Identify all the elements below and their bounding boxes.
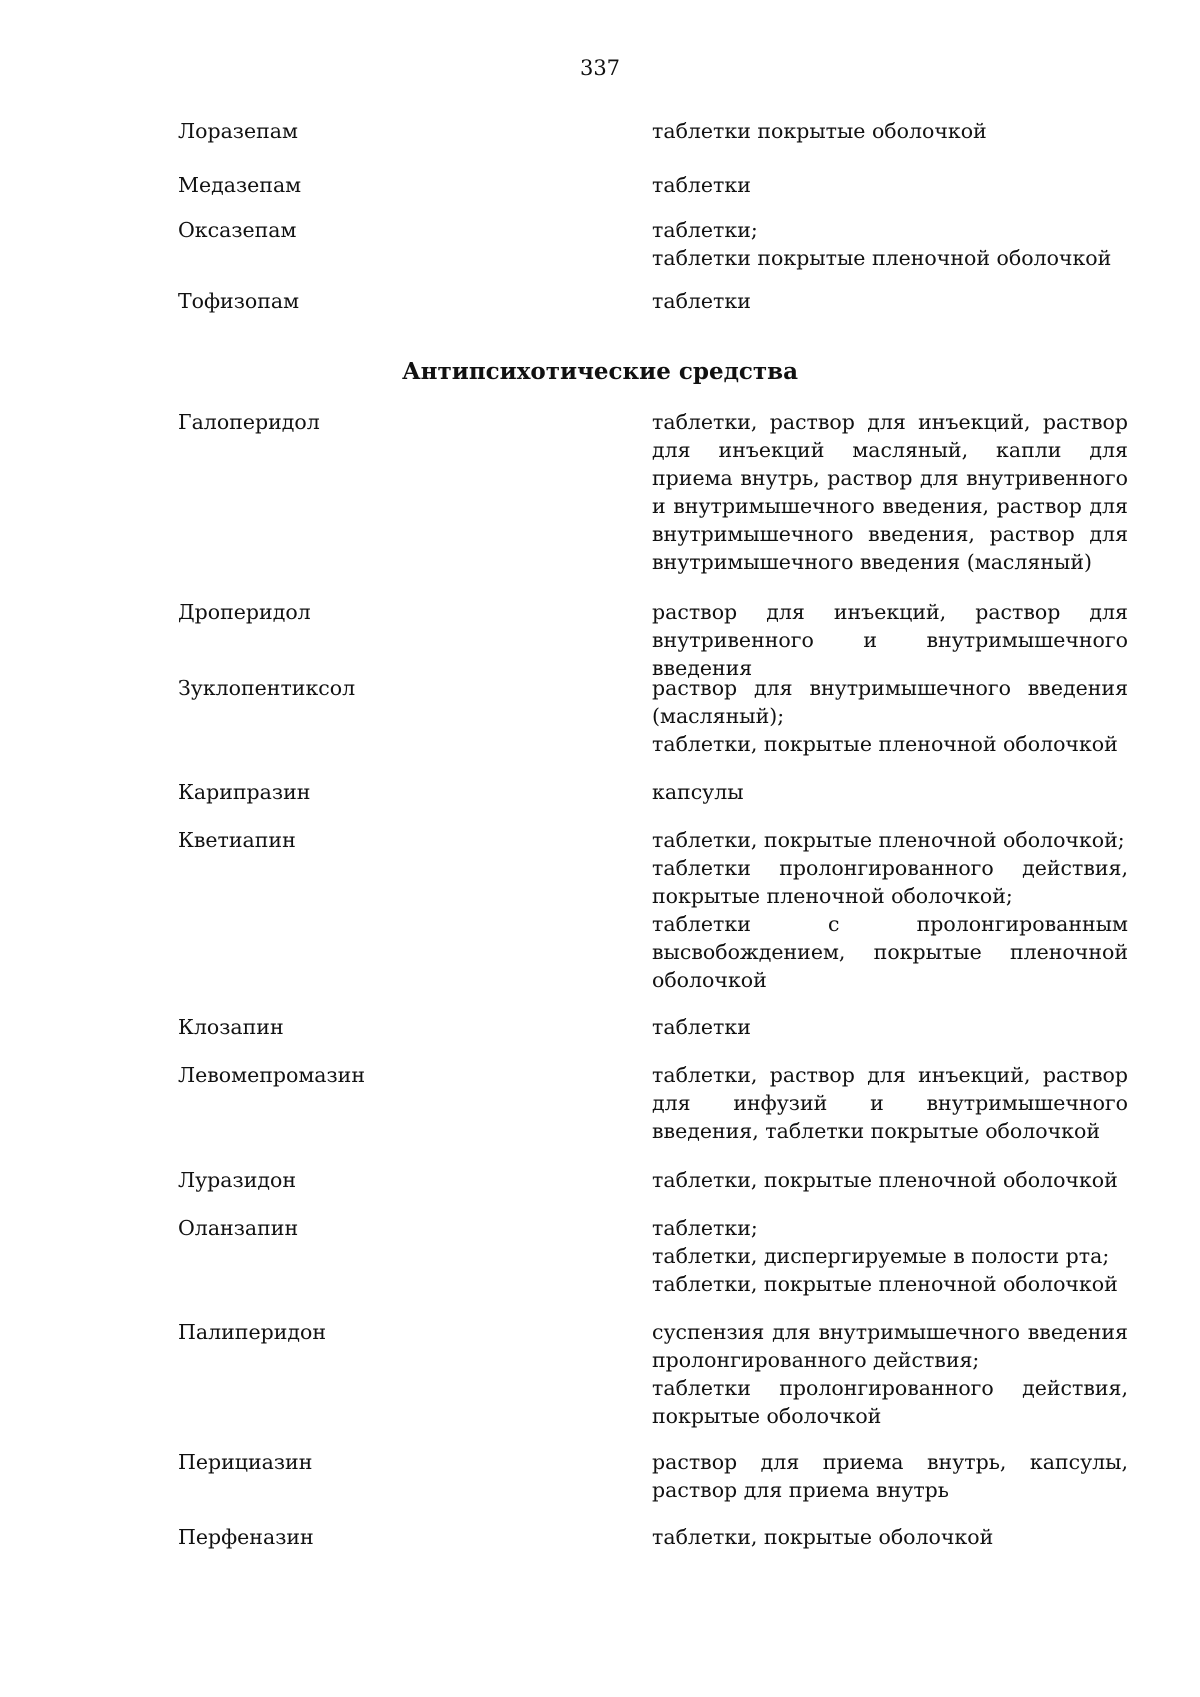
dosage-form: таблетки, покрытые пленочной оболочкой [652, 1272, 1118, 1296]
dosage-forms [652, 287, 1128, 315]
drug-name: Тофизопам [178, 289, 300, 313]
dosage-form: таблетки покрытые пленочной оболочкой [652, 246, 1112, 270]
drug-name: Галоперидол [178, 410, 320, 434]
dosage-form: раствор для приема внутрь, капсулы, раствор для приема внутрь [652, 1450, 1128, 1502]
drug-name: Перициазин [178, 1450, 313, 1474]
dosage-form: раствор для инъекций, раствор для внутривенного и внутримышечного введения [652, 600, 1128, 680]
dosage-form: таблетки, покрытые пленочной оболочкой [652, 732, 1118, 756]
dosage-form: таблетки, раствор для инъекций, раствор для инъекций масляный, капли для приема внутрь, раствор для внутривенного и внутримышечного введения, раствор для внутримышечного введения, раствор для внутримышечного введения (масляный) [652, 410, 1128, 574]
drug-name: Оланзапин [178, 1216, 299, 1240]
dosage-forms [652, 778, 1128, 806]
dosage-form: таблетки [652, 173, 751, 197]
dosage-form: таблетки; [652, 1216, 758, 1240]
dosage-forms [652, 674, 1128, 758]
drug-name: Лоразепам [178, 119, 298, 143]
drug-name: Медазепам [178, 173, 302, 197]
dosage-form: таблетки, покрытые оболочкой [652, 1525, 994, 1549]
dosage-forms [652, 171, 1128, 199]
dosage-forms [652, 1013, 1128, 1041]
drug-name: Левомепромазин [178, 1063, 366, 1087]
dosage-form: раствор для внутримышечного введения (масляный); [652, 676, 1128, 728]
dosage-form: таблетки покрытые оболочкой [652, 119, 987, 143]
dosage-form: таблетки [652, 289, 751, 313]
dosage-form: таблетки с пролонгированным высвобождением, покрытые пленочной оболочкой [652, 912, 1128, 992]
drug-name: Карипразин [178, 780, 311, 804]
dosage-forms [652, 1448, 1128, 1504]
dosage-forms [652, 1214, 1128, 1298]
dosage-form: суспензия для внутримышечного введения пролонгированного действия; [652, 1320, 1128, 1372]
drug-name: Палиперидон [178, 1320, 326, 1344]
drug-name: Кветиапин [178, 828, 296, 852]
page-number: 337 [579, 56, 621, 80]
drug-name: Луразидон [178, 1168, 296, 1192]
drug-name: Клозапин [178, 1015, 284, 1039]
dosage-form: таблетки, покрытые пленочной оболочкой; [652, 828, 1125, 852]
dosage-forms [652, 826, 1128, 994]
drug-name: Зуклопентиксол [178, 676, 356, 700]
dosage-forms [652, 1166, 1128, 1194]
dosage-forms [652, 216, 1128, 272]
dosage-form: таблетки пролонгированного действия, покрытые оболочкой [652, 1376, 1128, 1428]
dosage-forms [652, 408, 1128, 576]
dosage-forms [652, 1061, 1128, 1145]
dosage-form: таблетки; [652, 218, 758, 242]
dosage-form: таблетки пролонгированного действия, покрытые пленочной оболочкой; [652, 856, 1128, 908]
dosage-form: таблетки, раствор для инъекций, раствор для инфузий и внутримышечного введения, таблетки покрытые оболочкой [652, 1063, 1128, 1143]
dosage-form: таблетки, диспергируемые в полости рта; [652, 1244, 1110, 1268]
drug-name: Перфеназин [178, 1525, 314, 1549]
dosage-forms [652, 117, 1128, 145]
section-heading: Антипсихотические средства [401, 358, 799, 385]
dosage-form: таблетки [652, 1015, 751, 1039]
dosage-form: таблетки, покрытые пленочной оболочкой [652, 1168, 1118, 1192]
drug-name: Оксазепам [178, 218, 297, 242]
drug-name: Дроперидол [178, 600, 311, 624]
dosage-forms [652, 1318, 1128, 1430]
dosage-forms [652, 598, 1128, 682]
dosage-forms [652, 1523, 1128, 1551]
dosage-form: капсулы [652, 780, 744, 804]
